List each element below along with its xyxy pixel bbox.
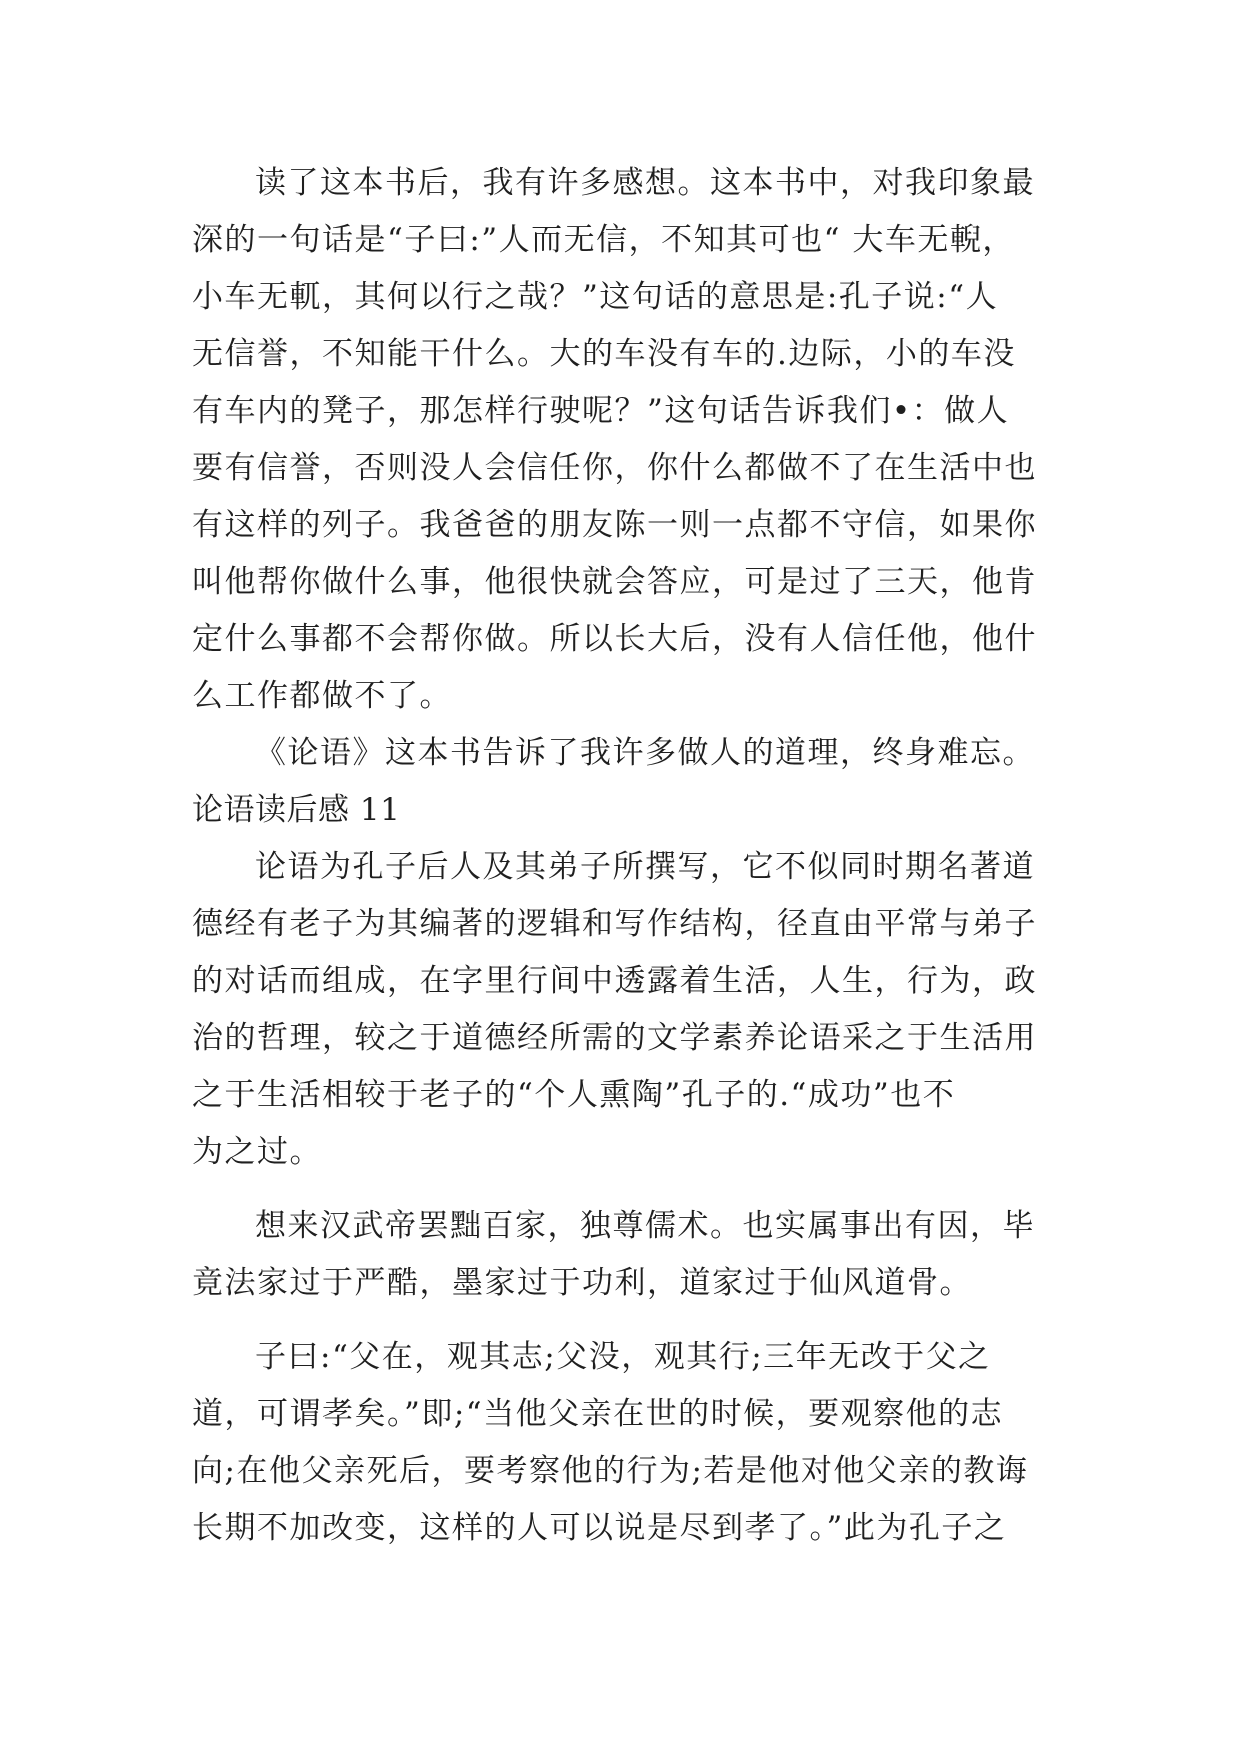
paragraph-5-line-1: 子曰:“父在，观其志;父没，观其行;三年无改于父之 [255, 1339, 991, 1375]
paragraph-3-line-4: 治的哲理，较之于道德经所需的文学素养论语采之于生活用 [192, 1020, 1037, 1056]
paragraph-3-line-2: 德经有老子为其编著的逻辑和写作结构，径直由平常与弟子 [192, 906, 1037, 942]
paragraph-1-line-8: 叫他帮你做什么事，他很快就会答应，可是过了三天，他肯 [192, 564, 1037, 600]
paragraph-1-line-1: 读了这本书后，我有许多感想。这本书中，对我印象最 [255, 165, 1035, 201]
paragraph-1-line-4: 无信誉，不知能干什么。大的车没有车的.边际，小的车没 [192, 336, 1016, 372]
paragraph-1-line-7: 有这样的列子。我爸爸的朋友陈一则一点都不守信，如果你 [192, 507, 1037, 543]
paragraph-1-line-5: 有车内的凳子，那怎样行驶呢？”这句话告诉我们•：做人 [192, 393, 1010, 429]
paragraph-2: 《论语》这本书告诉了我许多做人的道理，终身难忘。 [255, 735, 1035, 771]
paragraph-5-line-2: 道，可谓孝矣。”即;“当他父亲在世的时候，要观察他的志 [192, 1396, 1004, 1432]
paragraph-4-line-1: 想来汉武帝罢黜百家，独尊儒术。也实属事出有因，毕 [255, 1208, 1035, 1244]
paragraph-1-line-6: 要有信誉，否则没人会信任你，你什么都做不了在生活中也 [192, 450, 1037, 486]
paragraph-5-line-4: 长期不加改变，这样的人可以说是尽到孝了。”此为孔子之 [192, 1510, 1007, 1546]
paragraph-5-line-3: 向;在他父亲死后，要考察他的行为;若是他对他父亲的教诲 [192, 1453, 1029, 1489]
paragraph-1-line-9: 定什么事都不会帮你做。所以长大后，没有人信任他，他什 [192, 621, 1037, 657]
paragraph-3-line-6: 为之过。 [192, 1134, 322, 1170]
paragraph-3-line-3: 的对话而组成，在字里行间中透露着生活，人生，行为，政 [192, 963, 1037, 999]
section-title: 论语读后感 11 [192, 792, 401, 828]
paragraph-1-line-2: 深的一句话是“子曰:”人而无信，不知其可也“ 大车无輗， [192, 222, 1015, 258]
paragraph-3-line-1: 论语为孔子后人及其弟子所撰写，它不似同时期名著道 [255, 849, 1035, 885]
paragraph-1-line-10: 么工作都做不了。 [192, 678, 452, 714]
paragraph-4-line-2: 竟法家过于严酷，墨家过于功利，道家过于仙风道骨。 [192, 1265, 972, 1301]
paragraph-1-line-3: 小车无軏，其何以行之哉？”这句话的意思是:孔子说:“人 [192, 279, 999, 315]
paragraph-3-line-5: 之于生活相较于老子的“个人熏陶”孔子的.“成功”也不 [192, 1077, 956, 1113]
